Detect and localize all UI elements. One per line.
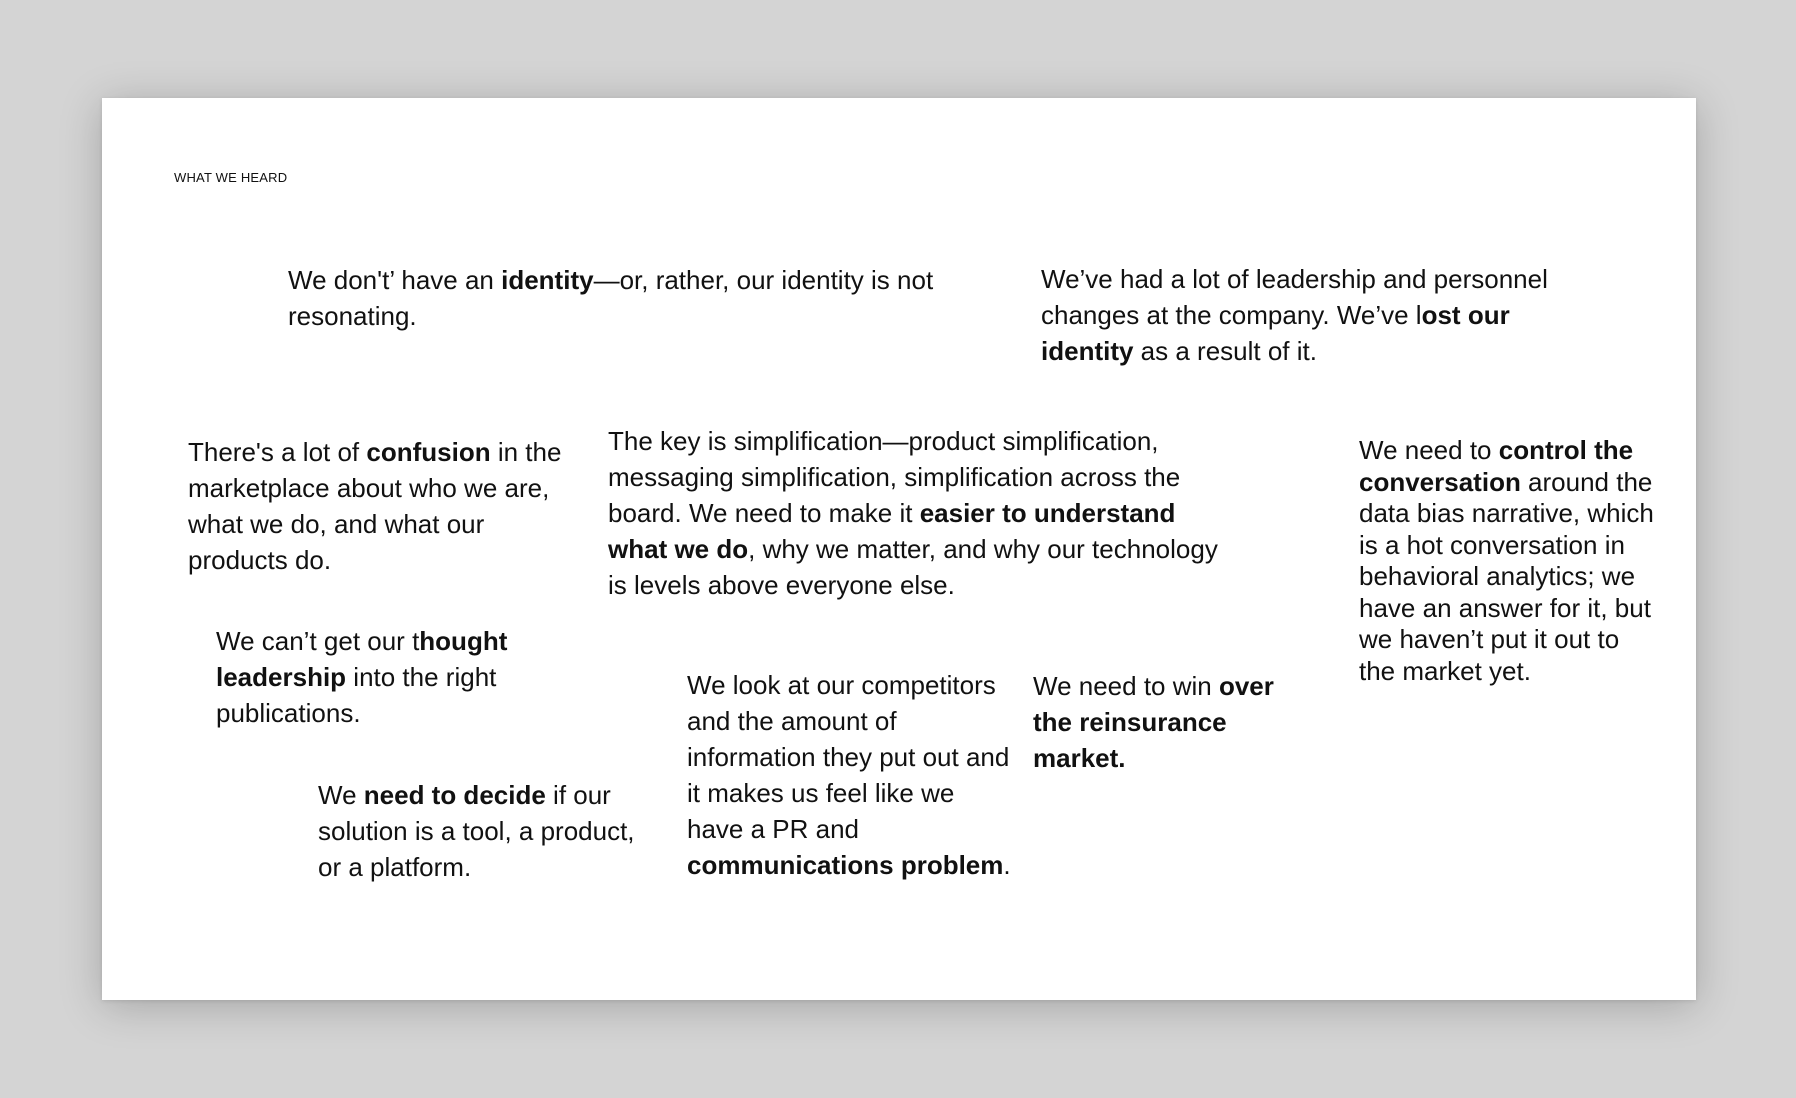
quote-emphasis-text: over the reinsurance market.	[1033, 671, 1274, 773]
quote-emphasis-text: easier to understand what we do	[608, 498, 1176, 564]
quote-confusion-in-marketplace	[188, 434, 568, 578]
quote-communications-problem	[687, 667, 1017, 883]
quote-text: around the data bias narrative, which is a hot conversation in behavioral analytics; we have an answer for it, but we haven’t put it out to the market yet.	[1359, 466, 1654, 686]
quote-text: —or, rather, our identity is not resonating.	[288, 265, 934, 331]
quote-emphasis-text: identity	[501, 265, 594, 295]
quote-text: if our solution is a tool, a product, or a platform.	[318, 780, 635, 882]
quote-thought-leadership	[216, 623, 576, 731]
quote-text: We don't’ have an	[288, 265, 502, 295]
quote-reinsurance-market	[1033, 668, 1313, 776]
quote-control-the-conversation	[1359, 435, 1659, 687]
quote-text: in the marketplace about who we are, what we do, and what our products do.	[188, 437, 562, 575]
quote-text: We can’t get our t	[216, 626, 420, 656]
quote-text: We need to	[1359, 435, 1499, 465]
quote-text: We	[318, 780, 364, 810]
quote-text: as a result of it.	[1133, 336, 1317, 366]
quote-emphasis-text: communications problem	[687, 850, 1004, 880]
quote-key-is-simplification	[608, 423, 1238, 603]
quote-emphasis-text: ost our identity	[1041, 300, 1510, 366]
quote-text: There's a lot of	[188, 437, 367, 467]
quote-emphasis-text: need to decide	[363, 780, 546, 810]
quote-text: We look at our competitors and the amount of information they put out and it makes us feel like we have a PR and	[687, 670, 1010, 844]
quote-text: into the right publications.	[216, 662, 497, 728]
quote-leadership-changes	[1041, 261, 1561, 369]
quote-text: .	[1003, 850, 1011, 880]
quote-tool-product-platform	[318, 777, 658, 885]
quote-text: , why we matter, and why our technology is levels above everyone else.	[608, 534, 1218, 600]
quote-identity-not-resonating	[288, 262, 938, 334]
quote-text: We’ve had a lot of leadership and personnel changes at the company. We’ve l	[1041, 264, 1548, 330]
quote-emphasis-text: confusion	[366, 437, 491, 467]
quote-emphasis-text: hought leadership	[216, 626, 508, 692]
slide-eyebrow-title: WHAT WE HEARD	[174, 170, 288, 185]
slide-canvas	[102, 98, 1696, 1000]
quote-text: We need to win	[1033, 671, 1219, 701]
quote-text: The key is simplification—product simplification, messaging simplification, simplification across the board. We need to make it	[608, 426, 1181, 528]
quote-emphasis-text: control the conversation	[1359, 435, 1634, 497]
